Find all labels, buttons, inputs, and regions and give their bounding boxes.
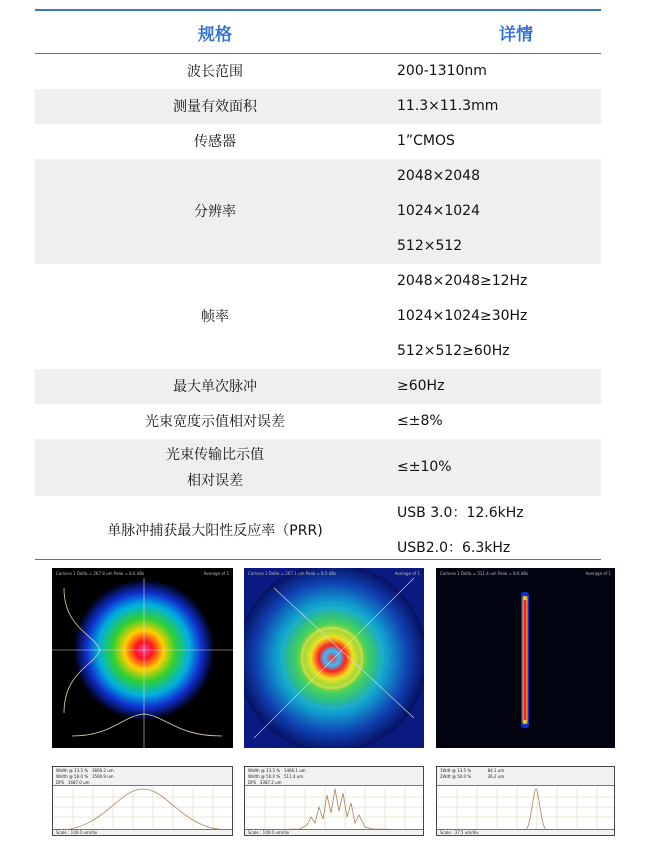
table-row [35,264,601,369]
cam2-caption-left: Camera 3 Delta = 267.1 um Peak = 8.5 dBs [248,571,337,576]
plot3-label-b: 2Wdt @ 50.0 % [440,774,472,779]
table-row [35,404,601,439]
header-detail: 详情 [499,24,533,45]
profile-plot-1 [52,766,233,836]
cam2-caption-right: Average of 1 [394,571,420,576]
table-row [35,89,601,124]
row-value [395,159,601,264]
table-row [35,496,601,566]
table-row [35,54,601,89]
table-row [35,159,601,264]
plot2-label-b: Width @ 50.0 % [248,774,281,779]
row-key [35,404,395,439]
row-key [35,159,395,264]
row-key-text: 最大单次脉冲 [173,378,257,395]
cam3-caption-left: Camera 1 Delta = 511.4 um Peak = 8.6 dBs [440,571,529,576]
table-row [35,439,601,496]
header-spec: 规格 [198,24,232,45]
beam-image-gaussian [52,568,233,748]
plot3-label-a: 1Wdt @ 13.5 % [440,768,472,773]
row-key [35,124,395,159]
plot1-footer: Scale : 100.0 um/div [53,829,232,835]
plot3-value-b: 36.2 um [487,774,505,779]
row-value [395,54,601,89]
plot1-value-c: 1687.0 um [67,780,90,785]
row-key-text: 光束宽度示值相对误差 [145,413,285,430]
plot2-value-c: 3387.2 um [259,780,282,785]
row-value [395,89,601,124]
plot2-value-b: 511.4 um [283,774,304,779]
profile-plot-3 [436,766,615,836]
plot1-label-c: DPS [56,780,65,785]
row-value [395,439,601,496]
row-value-line: 1024×1024≥30Hz [397,308,528,324]
cam1-caption-left: Camera 1 Delta = 267.8 um Peak = 8.6 dBs [56,571,145,576]
cam1-caption-right: Average of 1 [203,571,229,576]
row-key-text: 测量有效面积 [173,98,257,115]
row-key [35,496,395,566]
row-key-text: 传感器 [194,133,236,150]
row-key [35,439,395,496]
row-value-line: ≤±10% [397,459,452,475]
row-key [35,264,395,369]
row-value-line: 2048×2048≥12Hz [397,273,528,289]
plot2-value-a: 1466.1 um [283,768,306,773]
row-value-line: 200-1310nm [397,63,487,79]
row-value-line: USB 3.0：12.6kHz [397,505,524,521]
row-value-line: 11.3×11.3mm [397,98,499,114]
row-key-text: 分辨率 [194,203,236,220]
row-value-line: ≤±8% [397,413,443,429]
row-value [395,369,601,404]
row-key [35,54,395,89]
plot2-footer: Scale : 100.0 um/div [245,829,423,835]
plot1-value-b: 1560.9 um [91,774,114,779]
row-key-text: 帧率 [201,308,229,325]
table-header [35,11,601,54]
row-value-line: 2048×2048 [397,168,480,184]
beam-image-line [436,568,615,748]
table-row [35,369,601,404]
row-value-line: ≥60Hz [397,378,445,394]
table-bottom-rule [35,559,601,560]
plot2-label-a: Width @ 13.5 % [248,768,281,773]
row-value-line: 1”CMOS [397,133,455,149]
table-body [35,54,601,566]
row-value-line: 512×512 [397,238,463,254]
row-key [35,89,395,124]
row-key-text: 光束传输比示值 相对误差 [166,446,264,489]
row-value-line: 512×512≥60Hz [397,343,510,359]
plot3-footer: Scale : 37.5 um/div [437,829,614,835]
row-key-text: 单脉冲捕获最大阳性反应率（PRR) [107,523,323,539]
cam3-caption-right: Average of 1 [585,571,611,576]
row-key [35,369,395,404]
row-value [395,124,601,159]
row-value [395,404,601,439]
row-value [395,264,601,369]
spec-table [35,9,601,566]
plot1-label-a: Width @ 13.5 % [56,768,89,773]
plot1-value-a: 3660.2 um [91,768,114,773]
plot3-value-a: 84.1 um [487,768,505,773]
row-value-line: 1024×1024 [397,203,480,219]
row-value [395,496,601,566]
profile-plot-2 [244,766,424,836]
row-key-text: 波长范围 [187,63,243,80]
plot1-label-b: Width @ 50.0 % [56,774,89,779]
beam-image-ring [244,568,424,748]
row-value-line: USB2.0：6.3kHz [397,540,511,556]
table-row [35,124,601,159]
plot2-label-c: DPS [248,780,257,785]
